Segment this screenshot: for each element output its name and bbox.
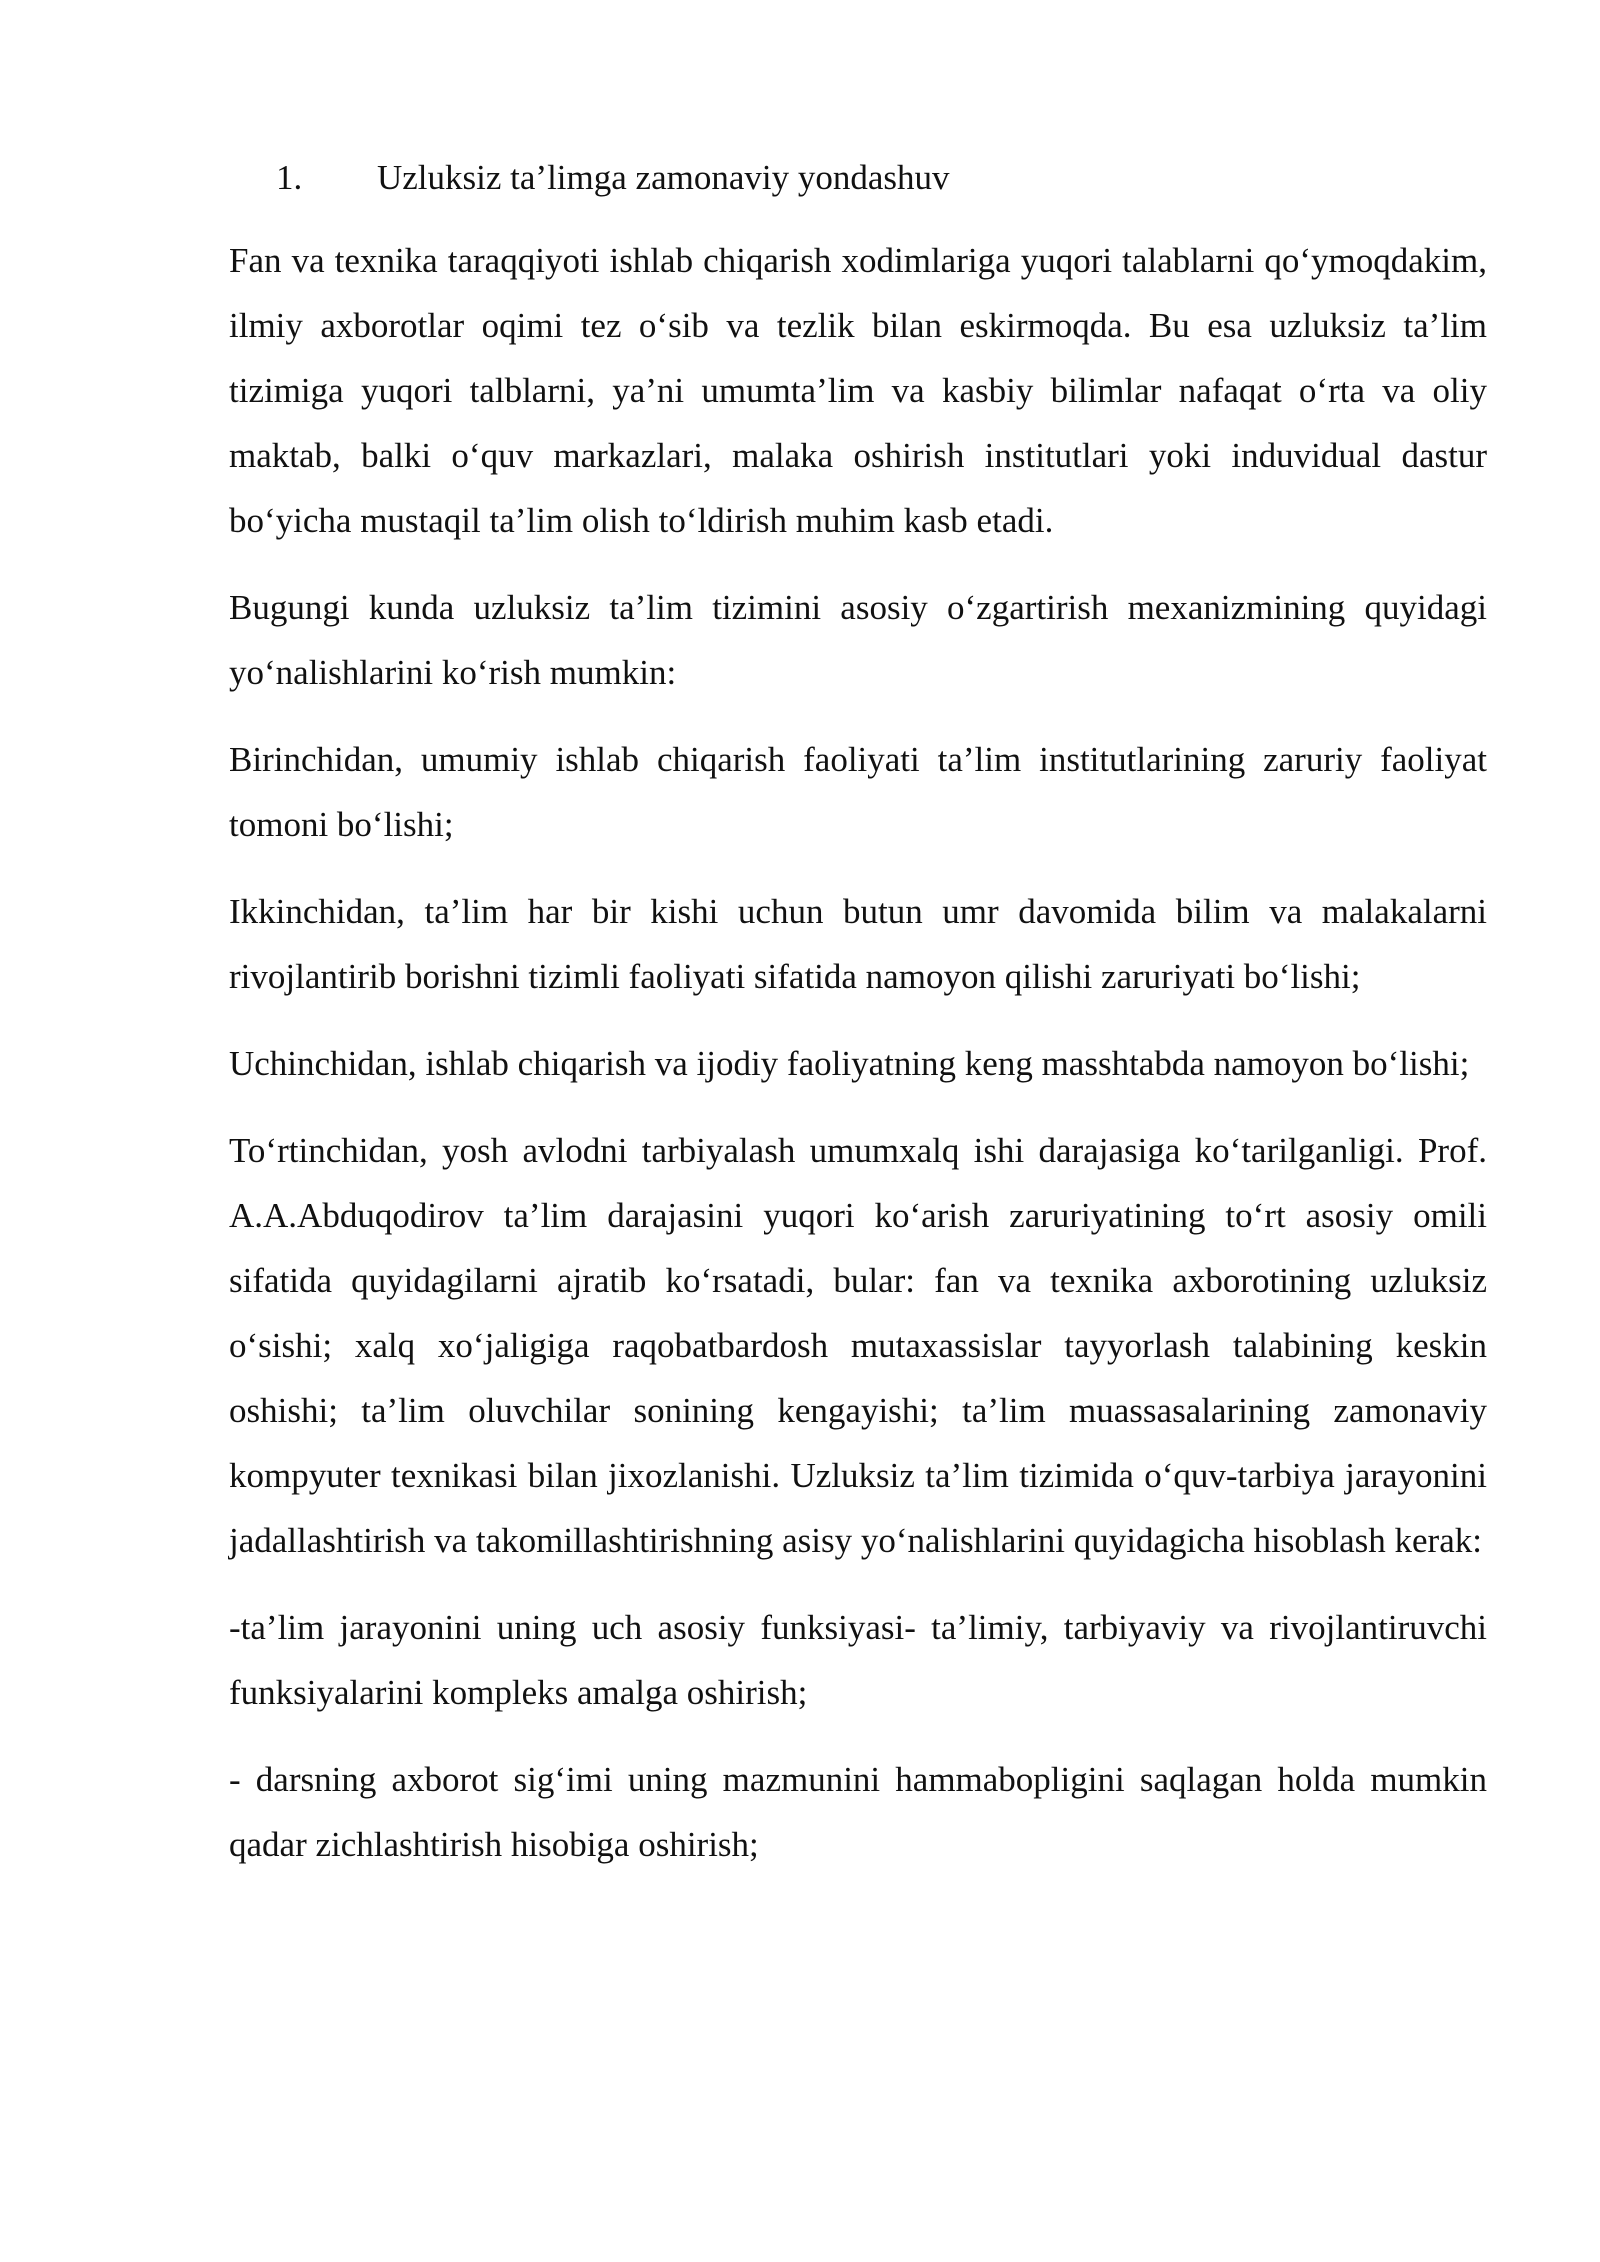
paragraph-intro: Fan va texnika taraqqiyoti ishlab chiqarish xodimlariga yuqori talablarni qo‘ymoqdakim, ilmiy axborotlar oqimi tez o‘sib va tezlik bilan eskirmoqda. Bu esa uzluksiz ta’lim tizimiga yuqori talblarni, ya’ni umumta’lim va kasbiy bilimlar nafaqat o‘rta va oliy maktab, balki o‘quv markazlari, malaka oshirish institutlari yoki induvidual dastur bo‘yicha mustaqil ta’lim olish to‘ldirish muhim kasb etadi. — [229, 241, 1487, 540]
paragraph-third: Uchinchidan, ishlab chiqarish va ijodiy faoliyatning keng masshtabda namoyon bo‘lishi; — [229, 1044, 1470, 1083]
section-title: Uzluksiz ta’limga zamonaviy yondashuv — [377, 158, 950, 197]
paragraph-list-item-2: - darsning axborot sig‘imi uning mazmunini hammabopligini saqlagan holda mumkin qadar zichlashtirish hisobiga oshirish; — [229, 1760, 1487, 1864]
paragraph-first: Birinchidan, umumiy ishlab chiqarish faoliyati ta’lim institutlarining zaruriy faoliyat tomoni bo‘lishi; — [229, 740, 1487, 844]
paragraph-directions: Bugungi kunda uzluksiz ta’lim tizimini asosiy o‘zgartirish mexanizmining quyidagi yo‘nalishlarini ko‘rish mumkin: — [229, 588, 1487, 692]
paragraph-fourth: To‘rtinchidan, yosh avlodni tarbiyalash umumxalq ishi darajasiga ko‘tarilganligi. Prof. A.A.Abduqodirov ta’lim darajasini yuqori ko‘arish zaruriyatining to‘rt asosiy omili sifatida quyidagilarni ajratib ko‘rsatadi, bular: fan va texnika axborotining uzluksiz o‘sishi; xalq xo‘jaligiga raqobatbardosh mutaxassislar tayyorlash talabining keskin oshishi; ta’lim oluvchilar sonining kengayishi; ta’lim muassasalarining zamonaviy kompyuter texnikasi bilan jixozlanishi. Uzluksiz ta’lim tizimida o‘quv-tarbiya jarayonini jadallashtirish va takomillashtirishning asisy yo‘nalishlarini quyidagicha hisoblash kerak: — [229, 1131, 1487, 1560]
section-heading — [229, 148, 1487, 208]
document-body — [229, 148, 1487, 1899]
paragraph-list-item-1: -ta’lim jarayonini uning uch asosiy funksiyasi- ta’limiy, tarbiyaviy va rivojlantiruvchi funksiyalarini kompleks amalga oshirish; — [229, 1608, 1487, 1712]
paragraph-second: Ikkinchidan, ta’lim har bir kishi uchun butun umr davomida bilim va malakalarni rivojlantirib borishni tizimli faoliyati sifatida namoyon qilishi zaruriyati bo‘lishi; — [229, 892, 1487, 996]
section-number: 1. — [276, 158, 303, 197]
